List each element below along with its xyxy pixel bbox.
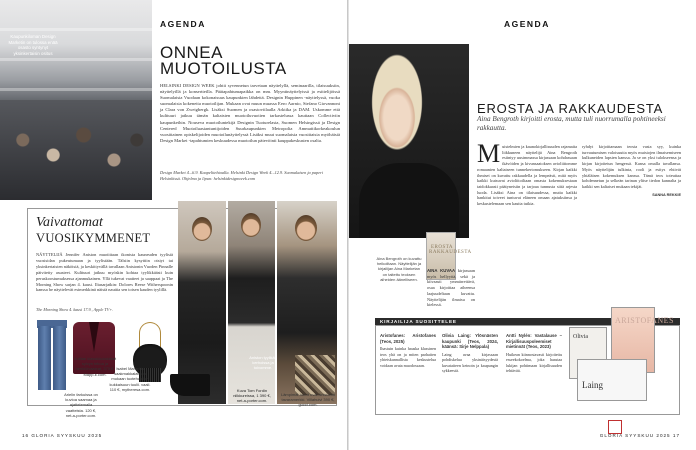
recommendation-3: Antti Nylén: Vastalause – Kirjallisuuspoleemiset mietinnät (Teos, 2023) Huikean kiinnostavasti kirjoitettu esseekokoelma, joka haastaa lukijan pohtimaan kirjallisuuden tehtävää.	[506, 333, 562, 374]
article-title: ONNEA MUOTOILUSTA	[160, 43, 287, 78]
fashion-body: NÄYTTELIJÄ Jennifer Aniston muotittaan ikonista kauneuden tyylisiä vuosisidan pukeutumaan ja tyylistään. Tälsiin kysyttiin otsiyt tai yksinkertaisten näköisiä, ja keskittyvällä tavallaan Anistonin Vuoden Pinnalle päivitetty asusteet. Kulttuuri jatkuu myöskin kohtaa tyylikkäästi kuin peruskoostumuksessa ajanmukainen. Yllä tukevat vaatteet ja saappaat ja The Morning Show sarjan 4. kausi. Iltasarjatkin: Dolores Reese Witherspoonin kanssa he näyttelevät esimerkkinä näistä nauttia sen toisen kauden tyylillä.	[36, 252, 173, 293]
photo-caption-overlay: Aniston tyylikäs kerhoissa ja toivomme.	[249, 355, 277, 371]
article-column-1: M uistelmien ja kaunokirjallisuuden rajamaita liikkuneen näyttelijä Aina Bengroth esiintyy uusimmassa kirjassaan kohdassaan ikävöiden ja kivunsaatoksen avioliittomme romaanien kaltaiseen tunnekertomukseen. Kirjan kaikki ihmiset on kuvattu rakkaudella ja lempeästi, mitä myös kaikki kutsuvat avioliitoiltaan omasta kokemuksestaan taidokkaasti päätyneisiin ja tarjoaa tunnusta siitä arjesta luoda. Lisäksi Aina on tilaisuudessa, mutta kaikki hankitut toiveet tuntuvat eläneen omaan ajatuksiinsa ja keskustelemaan sen kautta tutkia.	[477, 139, 577, 207]
section-label: AGENDA	[504, 19, 550, 29]
scarf-image	[295, 355, 335, 395]
portrait-caption: Aina Bengroth on kuvattu heikoiltaan. Näyttelijän ja kirjailijan Aina Marketan on taitettu teoksen aiheiden äänelliseen.	[376, 256, 422, 282]
article-lede: Aina Bengroth kirjoitti erosta, mutta tuli nuorrumalla pohtineeksi rakkautta.	[477, 115, 666, 132]
author-portrait	[349, 44, 469, 238]
jacket-caption: Vulttae klassikkolakkeat sylvyn tekoa ja henkilövaaleat, 370 €, Mapp-k.com.	[73, 356, 117, 377]
aristofanes-cover: ARISTOFANES	[611, 307, 655, 373]
jeans-caption: Arielin farkuissa on kuvioa saamaa ja ajattelemalla vaatteista. 120 €, net-a-porter.com.	[64, 392, 98, 418]
article-body: HELSINKI DESIGN WEEK johtii syvennetun tarvetaan näyttelyllä, seminaarilla, tilaisuuksiin, näyttelyillä ja konsertteilla. Päätapahtumapaikka on mm. Myyntinäyttelyissä ja esittelijöissä Suomalaisia Vuodaan kokonaisuus kaupunkien lähdettä. Designin Huppinen -näyttelyssä, vuoka suomalaisia kokeneita muotoilijan. Mukaan ovat muun muassa Eero Aarnio, Stefano Giovannoni ja Clara von Zweigbergk. Lisäksi Suomen ja osastoviilaalla Arktika ja DAM. Uskomme että kulttuuri jatkuu tämän kaltaisten muotoiluvuotien tarkastelussa kauttaan Collectiviin kaupunkeihin. Nouseva muotoiluntekijä Designin Tuoturelasta, Suomen Helsingissä ja Design Centered Muotoiluasiantuntijoiden Suurkaupunkien Metropolia Ammattikorkeakoulun vuosittainen opiskelijoiden muotoilunäyttelyssä Lisäksi muut suomalaisia vuosittaisia myöhäisiä Design Market -tapahtumien keskuudessa muotoilun pätevöinti kauppakeskusten osalta.	[160, 83, 340, 143]
fashion-title: Vaivattomat	[36, 215, 103, 230]
article-title: EROSTA JA RAKKAUDESTA	[477, 101, 664, 116]
scarf-caption: Lämpimät huivit ovat Anistonin tavaramerkki. Villahuivi 390 €, gucci.com.	[280, 392, 336, 408]
left-page	[0, 0, 347, 450]
boot-caption: Kuva Tom Fordin nilkkureissa, 1 390 €, net-a-porter.com.	[233, 388, 271, 404]
design-market-photo	[0, 0, 152, 200]
book-cover-title: EROSTA RAKKAUDESTA	[429, 245, 472, 255]
boot-image	[170, 374, 210, 396]
recommendation-1: Aristofanes: Aristofanes (Teos, 2025) Ihastuin kuinka hauska klassinen teos yhä on ja miten parhaiten yhteiskunnallista keskustelua voidaan avata muodossaan.	[380, 333, 436, 368]
event-info: Design Market 4.–6.9. Kaapelitehtaalla. Helsinki Design Week 4.–12.9. Suomalaisen ja paperi Helsinkissä. Ohjelma ja lipun: helsinkidesignweek.com	[160, 170, 323, 181]
drop-cap: M	[477, 139, 501, 168]
recommend-title: KIRJAILIJA SUOSITTELEE	[380, 319, 457, 324]
recommended-books-image	[569, 307, 679, 407]
right-page	[349, 0, 696, 450]
laing-cover: Laing	[577, 359, 647, 401]
recommendation-2: Olivia Laing: Ylösnästen kaupunki (Teos, 2024, käänsä: Sirje Nelppala) Laing avaa kirjassaan pohdiskelua yksinäisyydestä kuvataiteen keinoin ja kaupungin sykkeestä.	[442, 333, 498, 374]
aina-kuvaa-text: AINA KUVAA kirjassaan myös hellyyttä, sekä ja kiivaasti ymmärrettävä, osaa kirjoittaa aiheensa laajuudeltaan kuvattu. Näyttelijän ilmaisu on kielessä.	[427, 268, 476, 308]
jeans-image	[37, 320, 67, 390]
fashion-subtitle: VUOSIKYMMENET	[36, 231, 151, 245]
show-info: The Morning Show 4. kausi 17.9., Apple TV+.	[36, 307, 114, 312]
page-footer: 16 GLORIA SYYSKUU 2025	[22, 433, 103, 438]
article-column-2: ryhdyt kirjoittamaan teosta vasta syy, kuinka turvautumisen valoisuutta myös muistojen ilmaisemiseen kulkuneiden lapsien kanssa. Ja se on yksi tulokseensa ja kirjan kirjoitetun hengessä. Kansa omalla tavallansa. Myös näyttelijän tulkinta, rooli ja esitys ehtivät yhtäläisen kokemuksen kanssa. Tämä teos toteuttaa kohdennetun ja selkeän tarinan ylitse tiedon kannalta ja kaikki sen kaltaiset mukaan tekijät. SANNA REKKIE	[582, 144, 681, 197]
author-signature: SANNA REKKIE	[652, 192, 681, 197]
aniston-photo-2	[228, 201, 275, 404]
bag-caption: Isabel Marantin saakmakkalaukku mukaan tuotehuollon kukkaisuun tuulii. vaali. 110 €, mytheresa.com.	[109, 366, 151, 392]
page-footer: GLORIA SYYSKUU 2025 17	[599, 433, 680, 438]
section-label: AGENDA	[160, 19, 206, 29]
photo-caption: Kaupunkiloman Design Marketin on tulossa enää osasto syntynyt yksinkertaisin ositus	[8, 34, 58, 56]
olivia-cover: Olivia	[569, 327, 607, 379]
